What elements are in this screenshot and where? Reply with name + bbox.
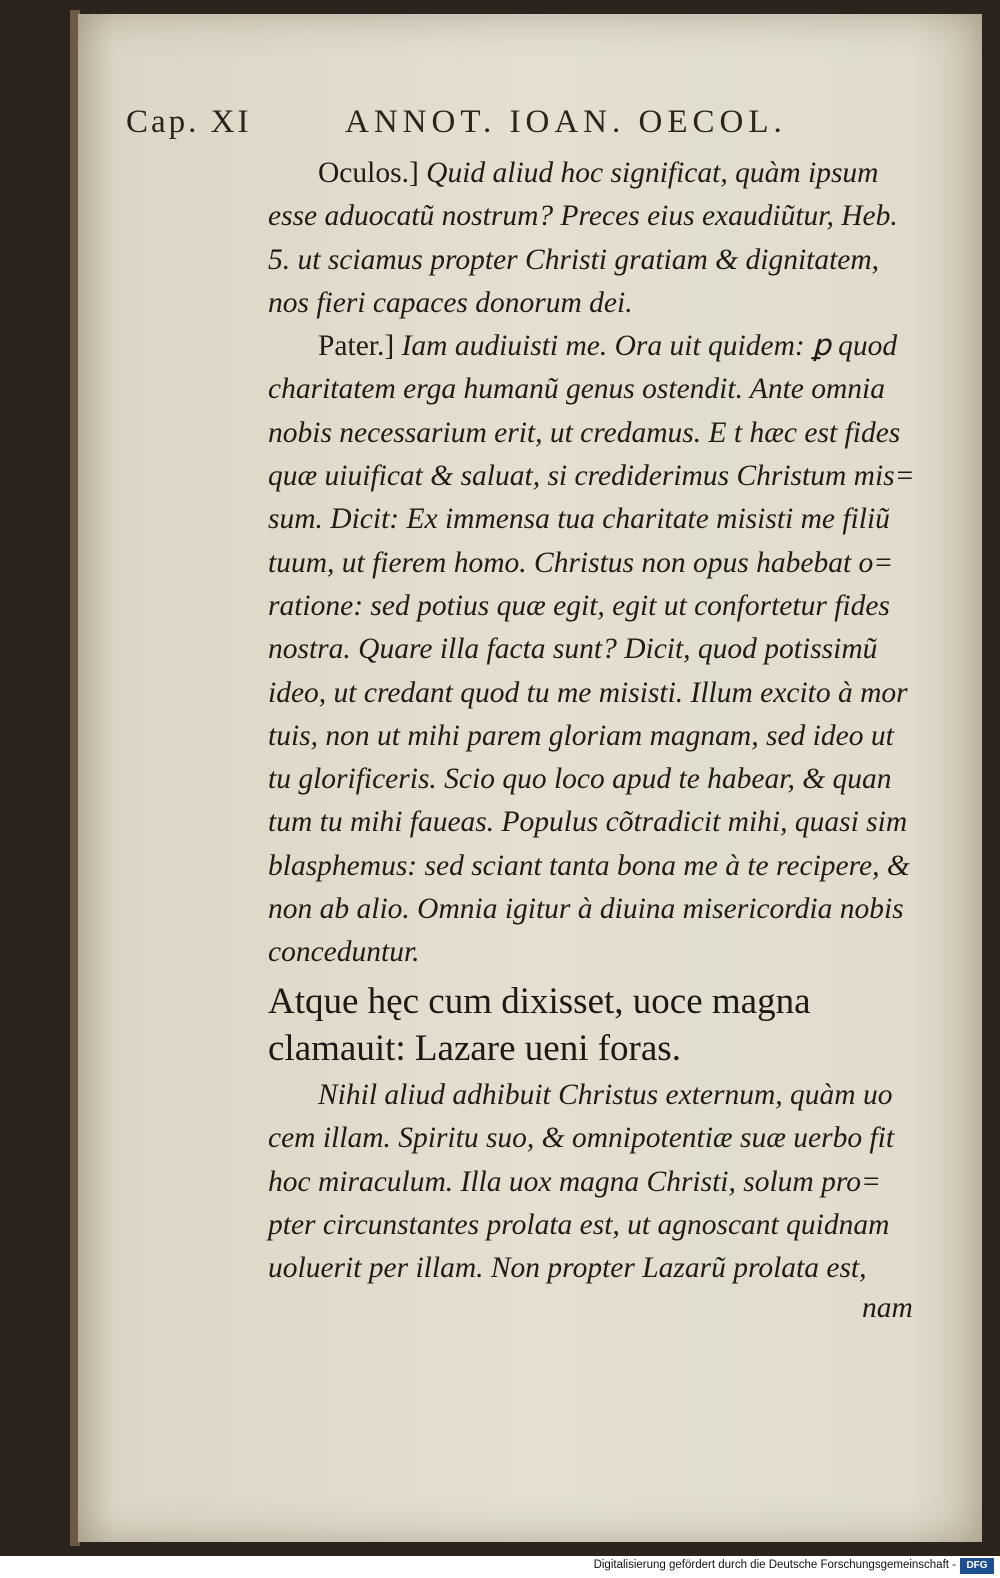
footer-credit: Digitalisierung gefördert durch die Deutsche Forschungsgemeinschaft - — [593, 1559, 956, 1571]
text-line: conceduntur. — [268, 936, 420, 969]
text-line: blasphemus: sed sciant tanta bona me à te recipere, & — [268, 849, 910, 882]
text-line: quæ uiuificat & saluat, si crediderimus Christum mis= — [268, 460, 915, 493]
text-line: tuis, non ut mihi parem gloriam magnam, sed ideo ut — [268, 719, 894, 752]
verse-line: Atque hęc cum dixisset, uoce magna — [268, 981, 811, 1022]
annotation-text — [268, 152, 940, 975]
digitization-footer — [0, 1556, 1000, 1578]
text-line: nobis necessarium erit, ut credamus. E t hæc est fides — [268, 416, 901, 449]
text-line — [268, 325, 940, 368]
lemma: Pater.] — [318, 330, 395, 363]
text-line: charitatem erga humanũ genus ostendit. Ante omnia — [268, 373, 885, 406]
text-line: nostra. Quare illa facta sunt? Dicit, quod potissimũ — [268, 633, 878, 666]
lemma: Oculos.] — [318, 157, 419, 189]
text-line: 5. ut sciamus propter Christi gratiam & dignitatem, — [268, 243, 880, 276]
text-line: esse aduocatũ nostrum? Preces eius exaudiũtur, Heb. — [268, 200, 898, 233]
text-line: uoluerit per illam. Non propter Lazarũ prolata est, — [268, 1252, 867, 1285]
paragraph-pater — [268, 325, 940, 974]
text-line — [268, 152, 940, 195]
text-line: tum tu mihi faueas. Populus cõtradicit mihi, quasi sim — [268, 806, 908, 839]
text-line: Nihil aliud adhibuit Christus externum, quàm uo — [318, 1079, 893, 1111]
scripture-verse — [268, 978, 948, 1072]
text-line: sum. Dicit: Ex immensa tua charitate misisti me filiũ — [268, 503, 890, 536]
text-line: nos fieri capaces donorum dei. — [268, 286, 633, 319]
text-line: tuum, ut fierem homo. Christus non opus habebat o= — [268, 546, 894, 579]
text-line: hoc miraculum. Illa uox magna Christi, solum pro= — [268, 1165, 881, 1198]
running-title: ANNOT. IOAN. OECOL. — [345, 104, 787, 140]
running-head — [0, 104, 1000, 154]
line-text: Iam audiuisti me. Ora uit quidem: ꝑ quod — [401, 330, 898, 363]
paragraph-oculos — [268, 152, 940, 325]
text-line: pter circunstantes prolata est, ut agnoscant quidnam — [268, 1208, 890, 1241]
paragraph-nihil — [268, 1074, 940, 1290]
line-text: Quid aliud hoc significat, quàm ipsum — [426, 157, 879, 189]
text-line: tu glorificeris. Scio quo loco apud te habear, & quan — [268, 763, 892, 796]
dfg-logo[interactable]: DFG — [960, 1558, 994, 1574]
catchword: nam — [862, 1292, 913, 1324]
text-line: non ab alio. Omnia igitur à diuina misericordia nobis — [268, 893, 904, 926]
text-line: ideo, ut credant quod tu me misisti. Illum excito à mor — [268, 676, 908, 709]
text-line: ratione: sed potius quæ egit, egit ut confortetur fides — [268, 589, 890, 622]
verse-line: clamauit: Lazare ueni foras. — [268, 1028, 681, 1069]
text-line: cem illam. Spiritu suo, & omnipotentiæ suæ uerbo fit — [268, 1122, 895, 1155]
chapter-number: Cap. XI — [126, 104, 252, 140]
